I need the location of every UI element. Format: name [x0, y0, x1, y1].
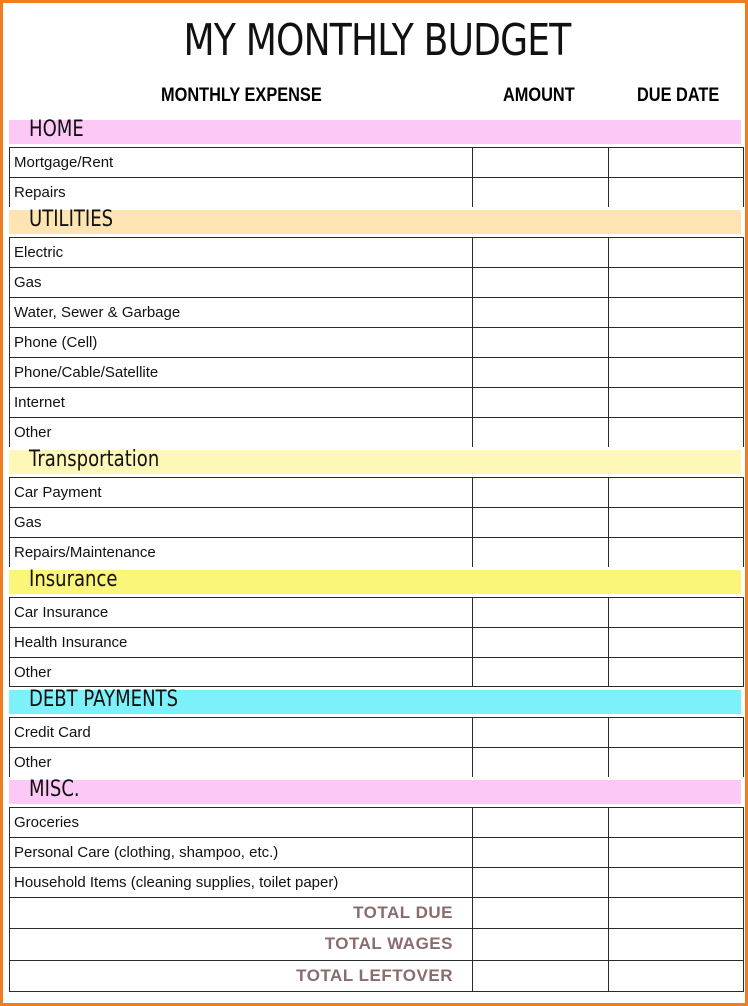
amount-cell[interactable]: [472, 478, 608, 507]
table-row: [9, 597, 744, 627]
due-date-cell[interactable]: [608, 868, 744, 897]
total-due-date-cell[interactable]: [608, 898, 744, 928]
total-wages-date-cell[interactable]: [608, 929, 744, 960]
amount-cell[interactable]: [472, 178, 608, 207]
table-row: [9, 327, 744, 357]
amount-cell[interactable]: [472, 328, 608, 357]
expense-name: Water, Sewer & Garbage: [14, 304, 181, 321]
category-label: UTILITIES: [29, 207, 114, 232]
expense-name: Internet: [14, 394, 65, 411]
due-date-cell[interactable]: [608, 418, 744, 447]
due-date-cell[interactable]: [608, 238, 744, 267]
table-row: [9, 747, 744, 777]
category-debt-payments: [9, 687, 744, 717]
expense-name: Credit Card: [14, 724, 91, 741]
expense-name: Personal Care (clothing, shampoo, etc.): [14, 844, 279, 861]
amount-cell[interactable]: [472, 508, 608, 537]
table-row: [9, 177, 744, 207]
table-row: [9, 537, 744, 567]
due-date-cell[interactable]: [608, 628, 744, 657]
category-label: MISC.: [29, 777, 80, 802]
budget-table: [9, 117, 744, 992]
page-title: MY MONTHLY BUDGET: [183, 15, 571, 66]
table-row: [9, 297, 744, 327]
amount-cell[interactable]: [472, 838, 608, 867]
amount-cell[interactable]: [472, 868, 608, 897]
table-row: [9, 507, 744, 537]
expense-name: Repairs/Maintenance: [14, 544, 156, 561]
expense-name: Phone (Cell): [14, 334, 98, 351]
due-date-cell[interactable]: [608, 148, 744, 177]
total-due-label: TOTAL DUE: [353, 903, 453, 922]
due-date-cell[interactable]: [608, 478, 744, 507]
due-date-cell[interactable]: [608, 268, 744, 297]
amount-cell[interactable]: [472, 538, 608, 567]
total-leftover-amount-cell[interactable]: [472, 961, 608, 991]
table-row: [9, 237, 744, 267]
category-label: DEBT PAYMENTS: [29, 687, 179, 712]
expense-name: Household Items (cleaning supplies, toilet paper): [14, 874, 339, 891]
column-header-due-date: DUE DATE: [637, 85, 720, 106]
total-leftover-row: [9, 960, 744, 992]
expense-name: Other: [14, 424, 52, 441]
due-date-cell[interactable]: [608, 358, 744, 387]
amount-cell[interactable]: [472, 718, 608, 747]
category-label: Transportation: [29, 447, 160, 472]
total-leftover-label: TOTAL LEFTOVER: [296, 966, 453, 985]
amount-cell[interactable]: [472, 748, 608, 777]
expense-name: Mortgage/Rent: [14, 154, 114, 171]
table-row: [9, 807, 744, 837]
expense-name: Groceries: [14, 814, 80, 831]
category-misc: [9, 777, 744, 807]
table-row: [9, 477, 744, 507]
due-date-cell[interactable]: [608, 298, 744, 327]
category-transportation: [9, 447, 744, 477]
table-row: [9, 657, 744, 687]
amount-cell[interactable]: [472, 808, 608, 837]
due-date-cell[interactable]: [608, 748, 744, 777]
due-date-cell[interactable]: [608, 718, 744, 747]
expense-name: Electric: [14, 244, 64, 261]
due-date-cell[interactable]: [608, 508, 744, 537]
expense-name: Gas: [14, 274, 42, 291]
highlight-band: [9, 780, 741, 804]
amount-cell[interactable]: [472, 238, 608, 267]
amount-cell[interactable]: [472, 658, 608, 686]
due-date-cell[interactable]: [608, 598, 744, 627]
due-date-cell[interactable]: [608, 538, 744, 567]
table-row: [9, 837, 744, 867]
table-row: [9, 357, 744, 387]
amount-cell[interactable]: [472, 268, 608, 297]
category-utilities: [9, 207, 744, 237]
amount-cell[interactable]: [472, 628, 608, 657]
category-insurance: [9, 567, 744, 597]
column-header-amount: AMOUNT: [503, 85, 575, 106]
column-header-expense: MONTHLY EXPENSE: [161, 85, 322, 106]
amount-cell[interactable]: [472, 418, 608, 447]
expense-name: Repairs: [14, 184, 66, 201]
table-row: [9, 627, 744, 657]
due-date-cell[interactable]: [608, 808, 744, 837]
total-due-row: [9, 897, 744, 928]
due-date-cell[interactable]: [608, 838, 744, 867]
highlight-band: [9, 210, 741, 234]
amount-cell[interactable]: [472, 298, 608, 327]
total-due-amount-cell[interactable]: [472, 898, 608, 928]
table-row: [9, 867, 744, 897]
total-wages-label: TOTAL WAGES: [324, 934, 453, 953]
expense-name: Other: [14, 664, 52, 681]
total-wages-row: [9, 928, 744, 960]
table-row: [9, 417, 744, 447]
due-date-cell[interactable]: [608, 388, 744, 417]
category-home: [9, 117, 744, 147]
due-date-cell[interactable]: [608, 178, 744, 207]
table-row: [9, 717, 744, 747]
table-row: [9, 267, 744, 297]
amount-cell[interactable]: [472, 148, 608, 177]
total-leftover-date-cell[interactable]: [608, 961, 744, 991]
expense-name: Car Insurance: [14, 604, 109, 621]
due-date-cell[interactable]: [608, 658, 744, 686]
expense-name: Phone/Cable/Satellite: [14, 364, 159, 381]
expense-name: Other: [14, 754, 52, 771]
category-label: HOME: [29, 117, 84, 142]
highlight-band: [9, 570, 741, 594]
expense-name: Car Payment: [14, 484, 102, 501]
expense-name: Health Insurance: [14, 634, 128, 651]
highlight-band: [9, 120, 741, 144]
category-label: Insurance: [29, 567, 118, 592]
table-row: [9, 387, 744, 417]
due-date-cell[interactable]: [608, 328, 744, 357]
amount-cell[interactable]: [472, 358, 608, 387]
amount-cell[interactable]: [472, 598, 608, 627]
table-row: [9, 147, 744, 177]
amount-cell[interactable]: [472, 388, 608, 417]
expense-name: Gas: [14, 514, 42, 531]
total-wages-amount-cell[interactable]: [472, 929, 608, 960]
